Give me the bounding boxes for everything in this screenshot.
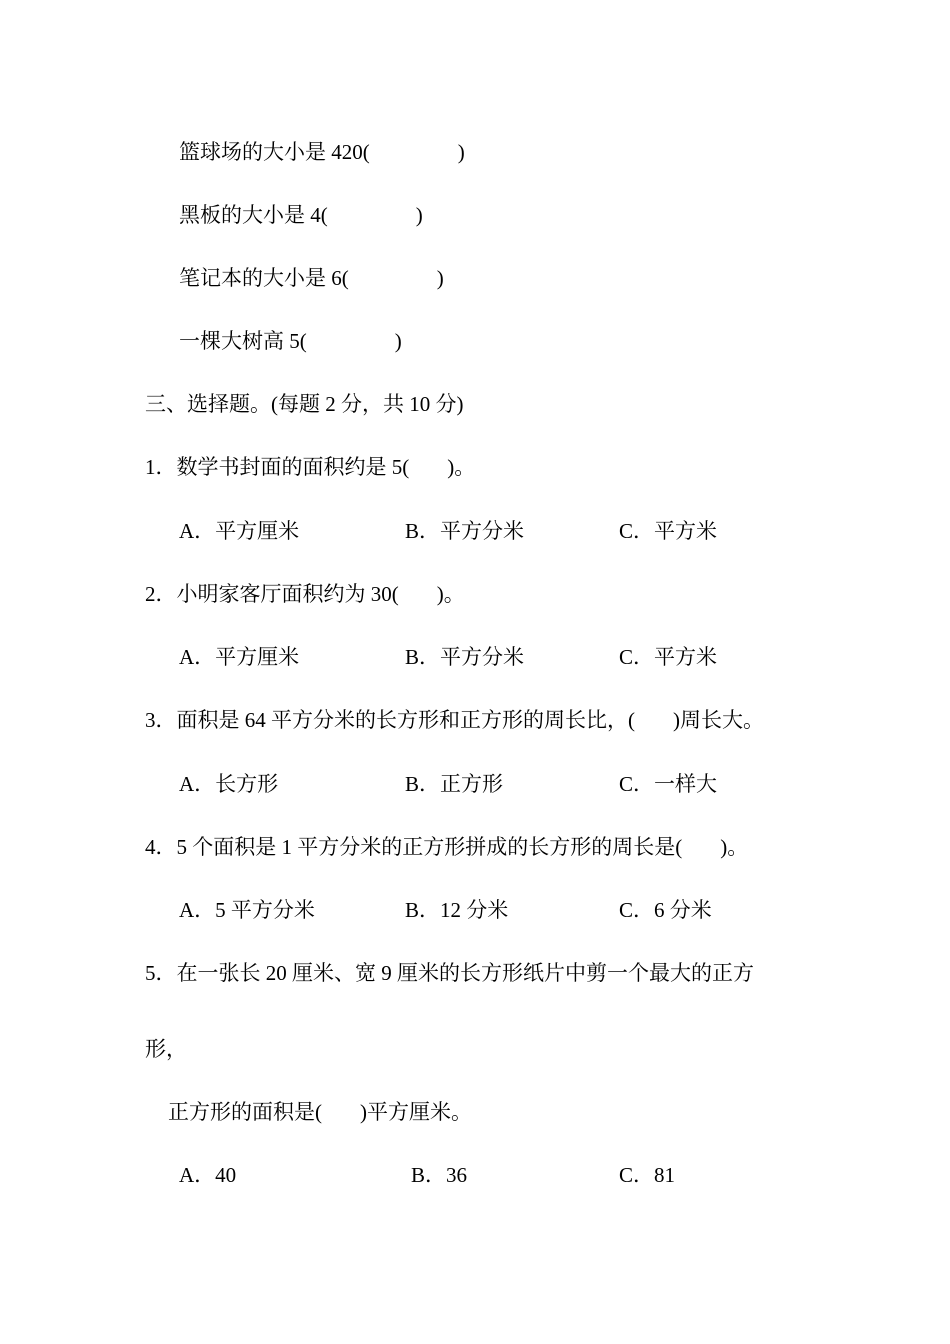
question-5-stem-line-1: 5．在一张长 20 厘米、宽 9 厘米的长方形纸片中剪一个最大的正方 bbox=[145, 961, 754, 985]
question-3-option-b[interactable]: B．正方形 bbox=[405, 772, 504, 796]
question-5-option-a[interactable]: A．40 bbox=[179, 1163, 237, 1187]
question-3-stem: 3．面积是 64 平方分米的长方形和正方形的周长比，( )周长大。 bbox=[145, 708, 764, 732]
fill-line-tree: 一棵大树高 5( ) bbox=[179, 329, 402, 353]
question-2-option-a[interactable]: A．平方厘米 bbox=[179, 645, 300, 669]
question-3-option-c[interactable]: C．一样大 bbox=[619, 772, 718, 796]
section-heading: 三、选择题。(每题 2 分，共 10 分) bbox=[145, 392, 464, 416]
question-2-stem: 2．小明家客厅面积约为 30( )。 bbox=[145, 582, 465, 606]
question-5-stem-line-3: 正方形的面积是( )平方厘米。 bbox=[168, 1100, 472, 1124]
question-2-option-b[interactable]: B．平方分米 bbox=[405, 645, 525, 669]
question-4-stem: 4．5 个面积是 1 平方分米的正方形拼成的长方形的周长是( )。 bbox=[145, 835, 749, 859]
question-4-option-c[interactable]: C．6 分米 bbox=[619, 898, 712, 922]
question-3-option-a[interactable]: A．长方形 bbox=[179, 772, 279, 796]
question-5-stem-line-2: 形， bbox=[145, 1037, 187, 1061]
question-2-option-c[interactable]: C．平方米 bbox=[619, 645, 718, 669]
question-1-stem: 1．数学书封面的面积约是 5( )。 bbox=[145, 455, 476, 479]
question-4-option-a[interactable]: A．5 平方分米 bbox=[179, 898, 315, 922]
question-5-option-c[interactable]: C．81 bbox=[619, 1163, 676, 1187]
question-1-option-c[interactable]: C．平方米 bbox=[619, 519, 718, 543]
question-1-option-a[interactable]: A．平方厘米 bbox=[179, 519, 300, 543]
fill-line-notebook: 笔记本的大小是 6( ) bbox=[179, 266, 444, 290]
question-5-option-b[interactable]: B．36 bbox=[411, 1163, 468, 1187]
question-4-option-b[interactable]: B．12 分米 bbox=[405, 898, 509, 922]
fill-line-blackboard: 黑板的大小是 4( ) bbox=[179, 203, 423, 227]
fill-line-basketball-court: 篮球场的大小是 420( ) bbox=[179, 140, 465, 164]
question-1-option-b[interactable]: B．平方分米 bbox=[405, 519, 525, 543]
